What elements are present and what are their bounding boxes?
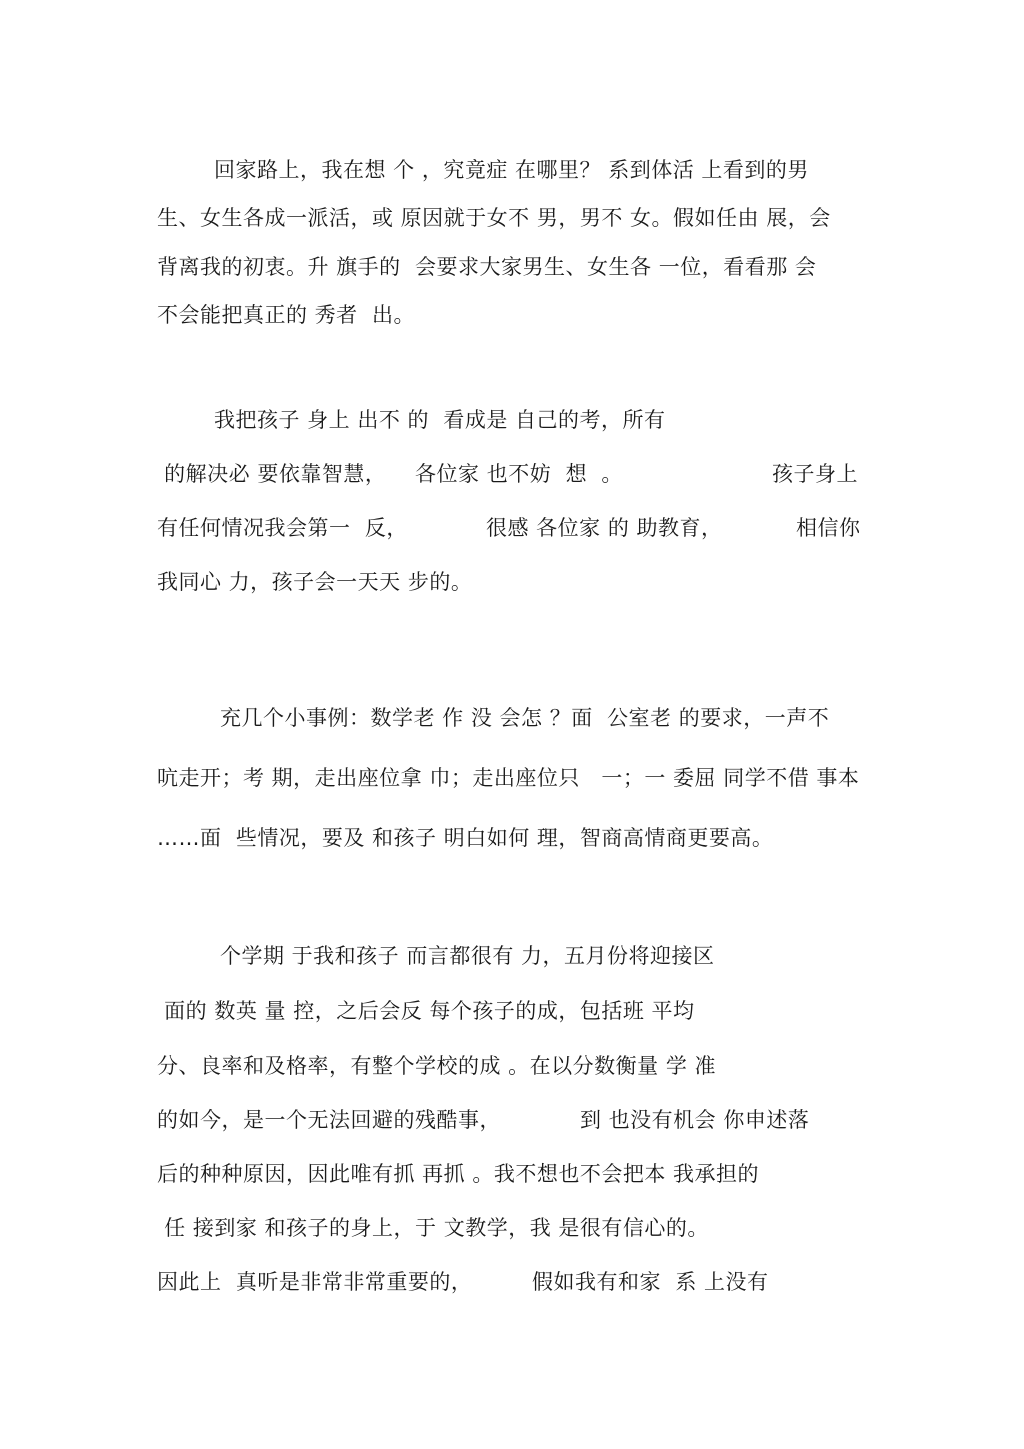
paragraph-1-line-2: 生、女生各成一派活，或 原因就于女不 男，男不 女。假如任由 展，会 bbox=[157, 206, 831, 230]
paragraph-1-line-4: 不会能把真正的 秀者 出。 bbox=[157, 303, 416, 327]
paragraph-3-line-1: 充几个小事例：数学老 作 没 会怎 ？面 公室老 的要求，一声不 bbox=[220, 706, 830, 730]
paragraph-2-line-3-middle: 很感 各位家 的 助教育， bbox=[486, 516, 723, 540]
paragraph-2-line-4: 我同心 力，孩子会一天天 步的。 bbox=[157, 570, 473, 594]
paragraph-3-line-3: ……面 些情况，要及 和孩子 明白如何 理，智商高情商更要高。 bbox=[157, 826, 774, 850]
paragraph-1-line-3: 背离我的初衷。升 旗手的 会要求大家男生、女生各 一位，看看那 会 bbox=[157, 255, 817, 279]
paragraph-4-line-3: 分、良率和及格率，有整个学校的成 。在以分数衡量 学 准 bbox=[157, 1054, 717, 1078]
paragraph-4-line-5: 后的种种原因，因此唯有抓 再抓 。我不想也不会把本 我承担的 bbox=[157, 1162, 760, 1186]
paragraph-2-line-3-right: 相信你 bbox=[796, 516, 861, 540]
paragraph-2-line-3: 有任何情况我会第一 反， bbox=[157, 516, 408, 540]
paragraph-4-line-7: 因此上 真听是非常非常重要的， bbox=[157, 1270, 473, 1294]
paragraph-4-line-4: 的如今，是一个无法回避的残酷事， bbox=[157, 1108, 501, 1132]
paragraph-4-line-6: 任 接到家 和孩子的身上，于 文教学，我 是很有信心的。 bbox=[157, 1216, 709, 1240]
paragraph-2-line-1: 我把孩子 身上 出不 的 看成是 自己的考，所有 bbox=[214, 408, 666, 432]
paragraph-4-line-4-right: 到 也没有机会 你申述落 bbox=[580, 1108, 810, 1132]
paragraph-4-line-2: 面的 数英 量 控，之后会反 每个孩子的成，包括班 平均 bbox=[157, 999, 695, 1023]
paragraph-1-line-1: 回家路上，我在想 个 ，究竟症 在哪里？ 系到体活 上看到的男 bbox=[214, 158, 809, 182]
paragraph-2-line-2-right: 孩子身上 bbox=[772, 462, 858, 486]
paragraph-4-line-7-right: 假如我有和家 系 上没有 bbox=[532, 1270, 769, 1294]
paragraph-2-line-2: 的解决必 要依靠智慧， 各位家 也不妨 想 。 bbox=[157, 462, 623, 486]
paragraph-3-line-2: 吭走开；考 期，走出座位拿 巾；走出座位只 一；一 委屈 同学不借 事本 bbox=[157, 766, 860, 790]
paragraph-4-line-1: 个学期 于我和孩子 而言都很有 力，五月份将迎接区 bbox=[220, 944, 715, 968]
